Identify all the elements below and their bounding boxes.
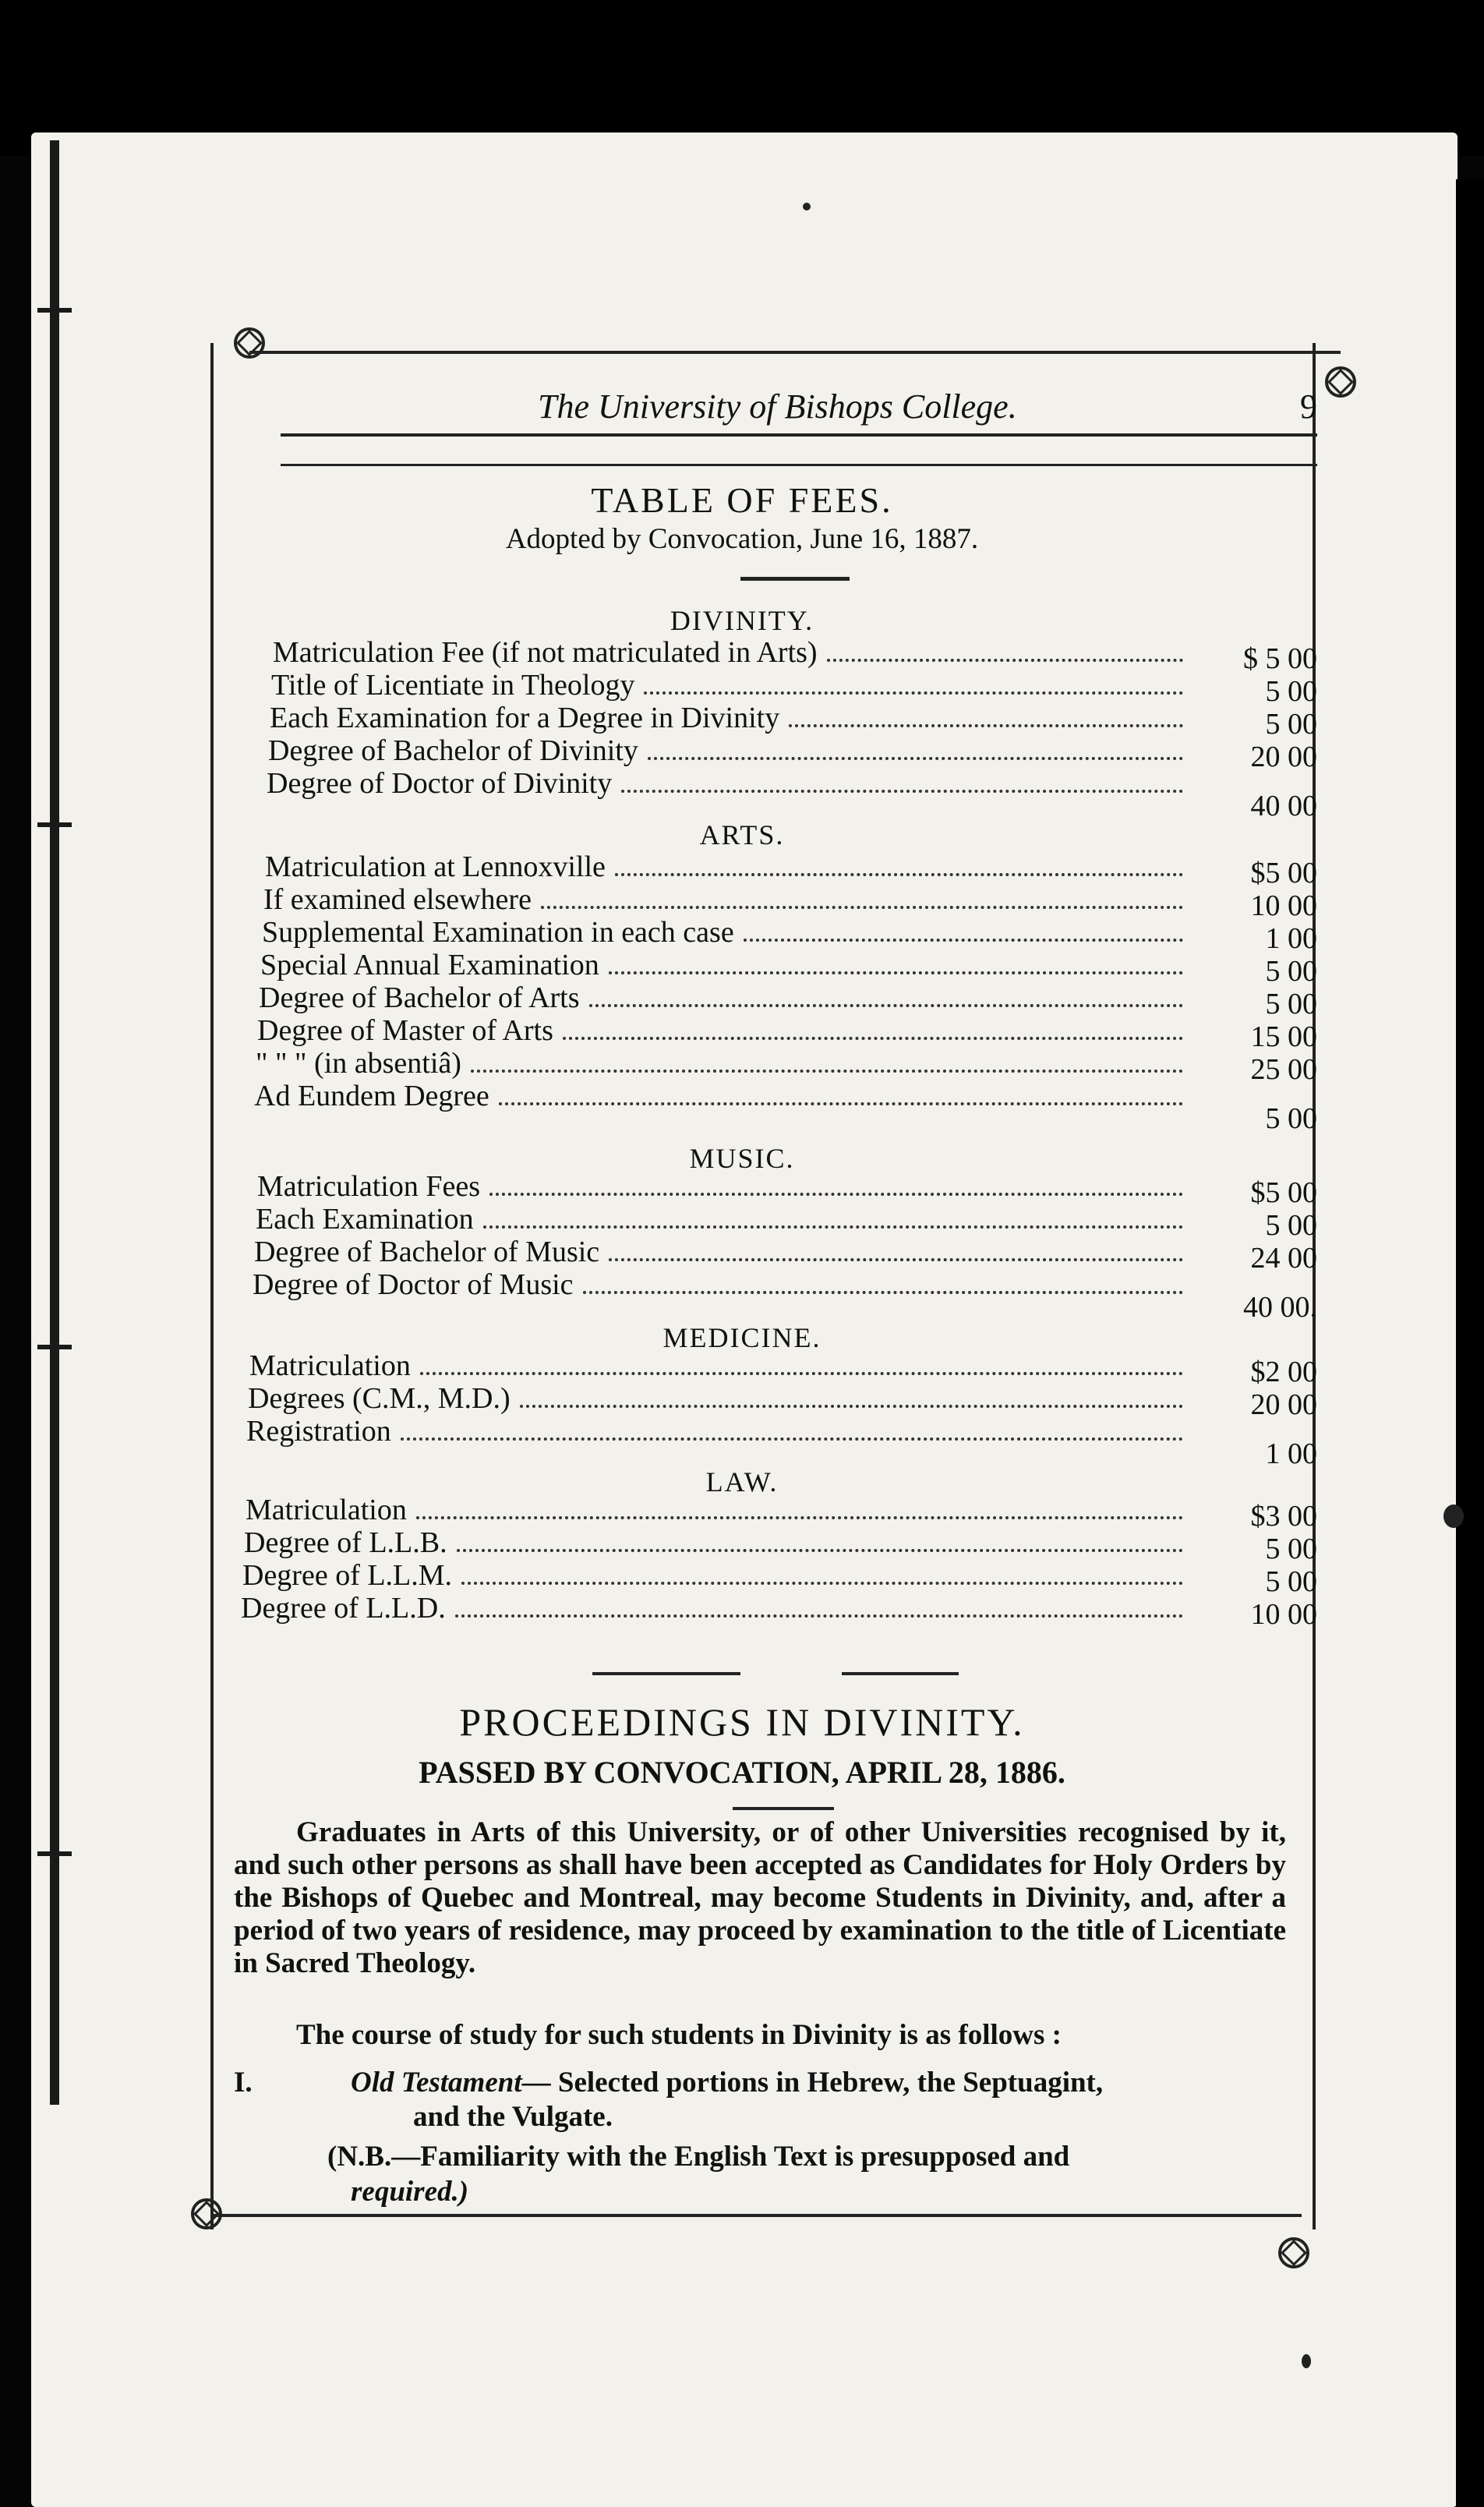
dot-leader — [499, 1102, 1183, 1105]
fee-amount: $5 00 — [1250, 1176, 1317, 1209]
section-divider — [842, 1672, 959, 1675]
corner-ornament-icon — [191, 2198, 222, 2229]
fee-label: Title of Licentiate in Theology — [271, 669, 635, 702]
fee-label: Matriculation — [249, 1349, 411, 1382]
fee-amount: 20 00 — [1250, 1388, 1317, 1421]
fee-amount: $ 5 00 — [1243, 642, 1317, 675]
fee-label: Degree of Bachelor of Arts — [259, 981, 580, 1014]
fee-label: Special Annual Examination — [260, 949, 599, 981]
fee-label: Matriculation Fee (if not matriculated in Arts) — [273, 636, 818, 669]
fee-amount: 5 00 — [1265, 988, 1317, 1020]
corner-ornament-icon — [1325, 366, 1356, 398]
proceedings-title: PROCEEDINGS IN DIVINITY. — [459, 1700, 1025, 1744]
fees-title: TABLE OF FEES. — [591, 480, 893, 520]
scan-speck — [803, 203, 811, 210]
header-rule — [281, 433, 1317, 437]
dot-leader — [644, 691, 1183, 695]
fee-row — [246, 1414, 1192, 1448]
dot-leader — [789, 724, 1183, 727]
fee-label: Degree of Master of Arts — [257, 1014, 553, 1047]
dot-leader — [483, 1225, 1183, 1229]
dot-leader — [457, 1549, 1183, 1552]
fee-row — [254, 1235, 1192, 1269]
fee-row — [263, 882, 1192, 917]
fee-amount: 5 00 — [1265, 675, 1317, 708]
section-heading: DIVINITY. — [670, 605, 814, 636]
fee-row — [253, 1268, 1192, 1302]
fee-row — [244, 1526, 1192, 1560]
fee-label: Degree of L.L.M. — [242, 1559, 453, 1592]
running-header — [281, 382, 1317, 429]
fees-adopted-line: Adopted by Convocation, June 16, 1887. — [505, 523, 979, 555]
fee-label: Degree of Doctor of Music — [253, 1268, 574, 1301]
title-rule — [740, 577, 850, 581]
fee-row — [265, 850, 1192, 884]
dot-leader — [520, 1405, 1183, 1408]
fee-row — [254, 1079, 1192, 1113]
fee-label: Each Examination for a Degree in Divinity — [270, 702, 780, 734]
page-number: 9 — [1300, 387, 1317, 426]
fee-amount: $3 00 — [1250, 1500, 1317, 1533]
fee-row — [262, 915, 1192, 949]
header-rule-second — [281, 464, 1317, 466]
dot-leader — [583, 1291, 1183, 1294]
proceedings-paragraph: Graduates in Arts of this University, or of other Universities recognised by it, and such other persons as shall have been accepted as Candidates for Holy Orders by the Bishops of Quebec and Montreal, may become Students in Divinity, and, after a period of two years of residence, may proceed by examination to the title of Licentiate in Sacred Theology. — [234, 1816, 1286, 1979]
binding-stitch — [37, 1851, 72, 1856]
frame-rule-bottom — [210, 2214, 1302, 2217]
running-title: The University of Bishops College. — [538, 387, 1017, 426]
fee-amount: 15 00 — [1250, 1020, 1317, 1053]
binding-spine — [50, 140, 59, 2105]
dot-leader — [416, 1516, 1183, 1519]
fee-label: Degree of Bachelor of Divinity — [268, 734, 638, 767]
fee-row — [256, 1046, 1192, 1080]
dot-leader — [609, 971, 1183, 974]
fee-amount: 1 00 — [1265, 1437, 1317, 1470]
dot-leader — [541, 906, 1183, 909]
fee-amount: 5 00 — [1265, 1565, 1317, 1598]
proceedings-subtitle: PASSED BY CONVOCATION, APRIL 28, 1886. — [419, 1755, 1065, 1790]
fee-amount: 10 00 — [1250, 1598, 1317, 1631]
fee-label: Matriculation — [246, 1494, 407, 1526]
course-item-number: I. — [234, 2067, 253, 2099]
section-heading: ARTS. — [699, 819, 785, 850]
fee-row — [246, 1493, 1192, 1527]
course-intro: The course of study for such students in Divinity is as follows : — [296, 2019, 1062, 2051]
fee-row — [257, 1013, 1192, 1048]
dot-leader — [461, 1582, 1183, 1585]
dot-leader — [420, 1372, 1183, 1375]
fee-amount: 24 00 — [1250, 1242, 1317, 1275]
fee-label: Matriculation at Lennoxville — [265, 850, 606, 883]
fee-label: Ad Eundem Degree — [254, 1080, 489, 1112]
fee-label: Supplemental Examination in each case — [262, 916, 734, 949]
fee-row — [271, 668, 1192, 702]
fee-amount: 5 00 — [1265, 955, 1317, 988]
dot-leader — [621, 790, 1183, 793]
corner-ornament-icon — [234, 327, 265, 359]
fee-amount: 5 00 — [1265, 1533, 1317, 1565]
fee-row — [259, 981, 1192, 1015]
fee-row — [241, 1591, 1192, 1625]
fee-label: Each Examination — [256, 1203, 474, 1236]
fee-label: Degree of L.L.B. — [244, 1526, 447, 1559]
fee-label: Degree of Doctor of Divinity — [267, 767, 613, 800]
nb-note: (N.B.—Familiarity with the English Text is presupposed and — [327, 2141, 1070, 2173]
fee-amount: 5 00 — [1265, 1102, 1317, 1135]
corner-ornament-icon — [1278, 2237, 1309, 2268]
dot-leader — [455, 1614, 1183, 1618]
dot-leader — [563, 1037, 1183, 1040]
fee-amount: $2 00 — [1250, 1356, 1317, 1388]
fee-row — [248, 1381, 1192, 1416]
fee-row — [260, 948, 1192, 982]
fee-row — [270, 701, 1192, 735]
fee-label: Degree of L.L.D. — [241, 1592, 446, 1625]
fee-amount: 10 00 — [1250, 889, 1317, 922]
fee-row — [267, 766, 1192, 801]
course-item-continuation: and the Vulgate. — [413, 2101, 613, 2133]
dot-leader — [589, 1004, 1183, 1007]
section-heading: LAW. — [705, 1466, 779, 1497]
dot-leader — [609, 1258, 1183, 1261]
dot-leader — [744, 939, 1183, 942]
fee-label: " " " (in absentiâ) — [256, 1047, 461, 1080]
fee-row — [256, 1202, 1192, 1236]
dot-leader — [489, 1193, 1183, 1196]
scan-speck — [1302, 2354, 1311, 2368]
dot-leader — [648, 757, 1183, 760]
fee-amount: 20 00 — [1250, 741, 1317, 773]
course-item-text: — Selected portions in Hebrew, the Septuagint, — [521, 2067, 1104, 2099]
fee-amount: 40 00 — [1250, 790, 1317, 822]
proceedings-rule — [733, 1807, 834, 1810]
dot-leader — [471, 1070, 1183, 1073]
fee-label: Degrees (C.M., M.D.) — [248, 1382, 511, 1415]
dot-leader — [401, 1437, 1183, 1441]
fee-amount: 5 00 — [1265, 708, 1317, 741]
fee-amount: 1 00 — [1265, 922, 1317, 955]
section-divider — [592, 1672, 740, 1675]
frame-rule-top — [249, 351, 1341, 354]
dot-leader — [827, 659, 1183, 662]
scan-speck — [1443, 1505, 1464, 1528]
fee-label: Registration — [246, 1415, 391, 1448]
fee-label: If examined elsewhere — [263, 883, 532, 916]
fee-row — [249, 1349, 1192, 1383]
course-item-line — [351, 2066, 1103, 2099]
fee-row — [242, 1558, 1192, 1593]
fee-amount: 40 00. — [1243, 1291, 1317, 1324]
fee-row — [273, 635, 1192, 670]
fee-label: Matriculation Fees — [257, 1170, 480, 1203]
nb-note-end: required.) — [351, 2176, 469, 2208]
fee-amount: $5 00 — [1250, 857, 1317, 889]
section-heading: MEDICINE. — [662, 1322, 822, 1353]
dot-leader — [615, 873, 1183, 876]
fee-amount: 25 00 — [1250, 1053, 1317, 1086]
fee-amount: 5 00 — [1265, 1209, 1317, 1242]
fee-row — [257, 1169, 1192, 1204]
section-heading: MUSIC. — [689, 1143, 795, 1174]
binding-stitch — [37, 308, 72, 313]
course-item-subject: Old Testament — [351, 2067, 522, 2099]
fee-row — [268, 734, 1192, 768]
fee-label: Degree of Bachelor of Music — [254, 1236, 600, 1268]
